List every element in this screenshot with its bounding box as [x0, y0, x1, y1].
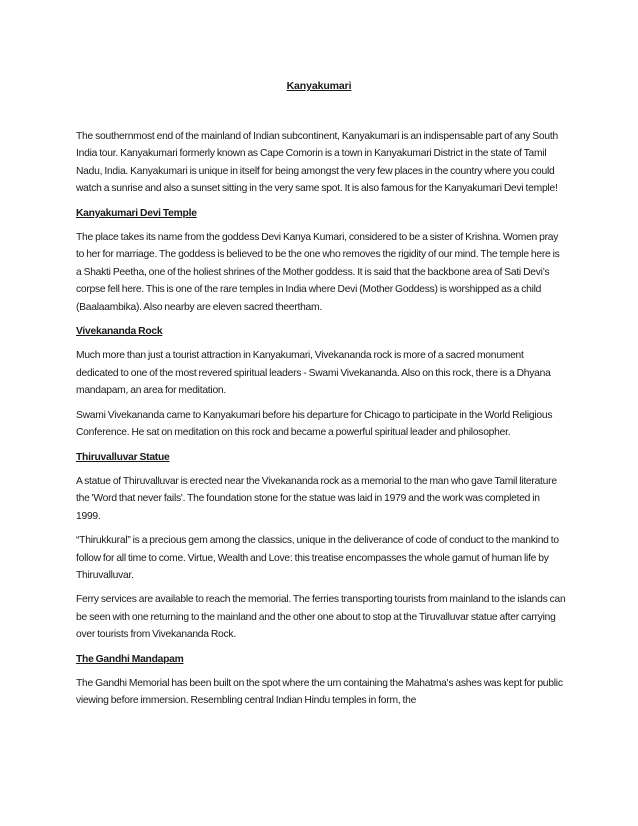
- thiruvalluvar-paragraph-2: “Thirukkural” is a precious gem among the classics, unique in the deliverance of code of conduct to the mankind to follow for all time to come. Virtue, Wealth and Love: this treatise encompasses the whole gamut of human life by Thiruvalluvar.: [76, 535, 559, 581]
- devi-temple-paragraph: The place takes its name from the goddess Devi Kanya Kumari, considered to be a sister of Krishna. Women pray to her for marriage. The goddess is believed to be the one who removes the rigidity of our mind. The temple here is a Shakti Peetha, one of the holiest shrines of the Mother goddess. It is said that the backbone area of Sati Devi’s corpse fell here. This is one of the rare temples in India where Devi (Mother Goddess) is worshipped as a child (Baalaambika). Also nearby are eleven sacred theertham.: [76, 232, 560, 313]
- section-heading-vivekananda-rock: Vivekananda Rock: [76, 326, 163, 338]
- section-heading-devi-temple: Kanyakumari Devi Temple: [76, 207, 197, 219]
- document-body: [76, 128, 566, 717]
- vivekananda-rock-paragraph-1: Much more than just a tourist attraction in Kanyakumari, Vivekananda rock is more of a sacred monument dedicated to one of the most revered spiritual leaders - Swami Vivekananda. Also on this rock, there is a Dhyana mandapam, an area for meditation.: [76, 350, 551, 397]
- vivekananda-rock-paragraph-2: Swami Vivekananda came to Kanyakumari before his departure for Chicago to participate in the World Religious Conference. He sat on meditation on this rock and became a powerful spiritual leader and philosopher.: [76, 409, 553, 439]
- thiruvalluvar-paragraph-3: Ferry services are available to reach the memorial. The ferries transporting tourists from mainland to the islands can be seen with one returning to the mainland and the other one about to stop at the Tiruvalluvar statue after carrying over tourists from Vivekananda Rock.: [76, 594, 566, 641]
- thiruvalluvar-paragraph-1: A statue of Thiruvalluvar is erected near the Vivekananda rock as a memorial to the man who gave Tamil literature the 'Word that never fails'. The foundation stone for the statue was laid in 1979 and the work was completed in 1999.: [76, 475, 557, 522]
- section-heading-thiruvalluvar-statue: Thiruvalluvar Statue: [76, 451, 170, 463]
- gandhi-mandapam-paragraph: The Gandhi Memorial has been built on the spot where the urn containing the Mahatma's ashes was kept for public viewing before immersion. Resembling central Indian Hindu temples in form, the: [76, 677, 563, 707]
- document-title: Kanyakumari: [286, 80, 352, 92]
- intro-paragraph: The southernmost end of the mainland of Indian subcontinent, Kanyakumari is an indispensable part of any South India tour. Kanyakumari formerly known as Cape Comorin is a town in Kanyakumari District in the state of Tamil Nadu, India. Kanyakumari is unique in itself for being amongst the very few places in the country where you could watch a sunrise and also a sunset sitting in the very same spot. It is also famous for the Kanyakumari Devi temple!: [76, 131, 558, 195]
- section-heading-gandhi-mandapam: The Gandhi Mandapam: [76, 653, 184, 665]
